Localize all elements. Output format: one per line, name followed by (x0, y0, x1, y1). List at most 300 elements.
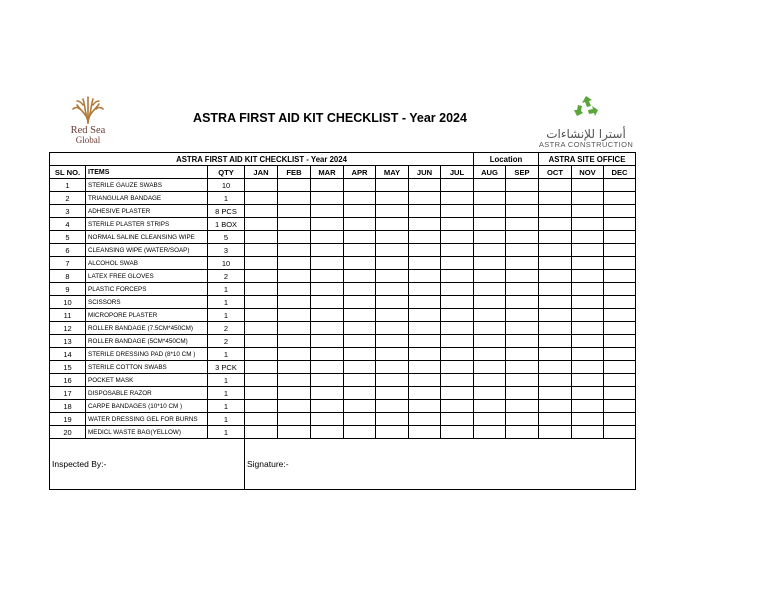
qty-cell: 10 (208, 257, 245, 270)
item-cell: PLASTIC FORCEPS (86, 283, 208, 296)
month-check-cell[interactable] (344, 387, 376, 400)
month-check-cell[interactable] (278, 283, 311, 296)
month-check-cell[interactable] (572, 231, 604, 244)
month-check-cell[interactable] (245, 335, 278, 348)
month-check-cell[interactable] (409, 322, 441, 335)
month-check-cell[interactable] (344, 244, 376, 257)
month-check-cell[interactable] (441, 257, 474, 270)
month-check-cell[interactable] (506, 400, 539, 413)
month-check-cell[interactable] (506, 309, 539, 322)
sl-cell: 20 (50, 426, 86, 439)
month-check-cell[interactable] (311, 205, 344, 218)
month-check-cell[interactable] (474, 400, 506, 413)
month-check-cell[interactable] (278, 400, 311, 413)
month-check-cell[interactable] (376, 374, 409, 387)
item-cell: MEDICL WASTE BAG(YELLOW) (86, 426, 208, 439)
month-check-cell[interactable] (474, 283, 506, 296)
month-check-cell[interactable] (506, 257, 539, 270)
month-check-cell[interactable] (539, 309, 572, 322)
signature-row (50, 439, 636, 490)
month-check-cell[interactable] (245, 192, 278, 205)
month-check-cell[interactable] (474, 296, 506, 309)
month-check-cell[interactable] (245, 179, 278, 192)
month-check-cell[interactable] (539, 205, 572, 218)
month-check-cell[interactable] (245, 374, 278, 387)
month-check-cell[interactable] (409, 218, 441, 231)
month-check-cell[interactable] (278, 309, 311, 322)
qty-cell: 10 (208, 179, 245, 192)
month-check-cell[interactable] (278, 296, 311, 309)
month-check-cell[interactable] (344, 400, 376, 413)
month-check-cell[interactable] (311, 413, 344, 426)
month-check-cell[interactable] (409, 387, 441, 400)
month-check-cell[interactable] (278, 244, 311, 257)
month-check-cell[interactable] (278, 270, 311, 283)
month-check-cell[interactable] (245, 283, 278, 296)
month-check-cell[interactable] (344, 361, 376, 374)
month-check-cell[interactable] (311, 244, 344, 257)
month-check-cell[interactable] (245, 270, 278, 283)
month-check-cell[interactable] (572, 296, 604, 309)
month-check-cell[interactable] (441, 231, 474, 244)
month-check-cell[interactable] (572, 309, 604, 322)
month-check-cell[interactable] (409, 231, 441, 244)
month-check-cell[interactable] (278, 335, 311, 348)
qty-cell: 1 (208, 192, 245, 205)
month-check-cell[interactable] (245, 309, 278, 322)
month-check-cell[interactable] (572, 348, 604, 361)
month-check-cell[interactable] (376, 348, 409, 361)
month-check-cell[interactable] (278, 374, 311, 387)
sl-cell: 16 (50, 374, 86, 387)
item-cell: WATER DRESSING GEL FOR BURNS (86, 413, 208, 426)
document-title: ASTRA FIRST AID KIT CHECKLIST - Year 2024 (193, 111, 467, 125)
month-check-cell[interactable] (506, 361, 539, 374)
qty-cell: 3 (208, 244, 245, 257)
month-check-cell[interactable] (278, 205, 311, 218)
inspected-by-field[interactable]: Inspected By:- (50, 439, 245, 490)
month-check-cell[interactable] (604, 309, 636, 322)
month-check-cell[interactable] (572, 283, 604, 296)
month-check-cell[interactable] (539, 348, 572, 361)
month-check-cell[interactable] (506, 374, 539, 387)
month-check-cell[interactable] (376, 335, 409, 348)
column-header-month: JAN (245, 166, 278, 179)
month-check-cell[interactable] (409, 426, 441, 439)
month-check-cell[interactable] (376, 322, 409, 335)
month-check-cell[interactable] (474, 426, 506, 439)
month-check-cell[interactable] (441, 322, 474, 335)
month-check-cell[interactable] (539, 400, 572, 413)
qty-cell: 1 (208, 348, 245, 361)
month-check-cell[interactable] (539, 244, 572, 257)
month-check-cell[interactable] (376, 400, 409, 413)
month-check-cell[interactable] (441, 283, 474, 296)
month-check-cell[interactable] (376, 413, 409, 426)
month-check-cell[interactable] (604, 348, 636, 361)
month-check-cell[interactable] (474, 205, 506, 218)
month-check-cell[interactable] (441, 192, 474, 205)
month-check-cell[interactable] (278, 218, 311, 231)
month-check-cell[interactable] (474, 348, 506, 361)
month-check-cell[interactable] (376, 244, 409, 257)
month-check-cell[interactable] (376, 231, 409, 244)
month-check-cell[interactable] (474, 309, 506, 322)
month-check-cell[interactable] (506, 270, 539, 283)
month-check-cell[interactable] (604, 257, 636, 270)
month-check-cell[interactable] (572, 426, 604, 439)
table-row (50, 309, 636, 322)
month-check-cell[interactable] (344, 283, 376, 296)
month-check-cell[interactable] (572, 218, 604, 231)
month-check-cell[interactable] (539, 192, 572, 205)
sl-cell: 13 (50, 335, 86, 348)
column-header-month: NOV (572, 166, 604, 179)
month-check-cell[interactable] (245, 426, 278, 439)
table-row (50, 413, 636, 426)
astra-construction-logo (536, 95, 636, 147)
month-check-cell[interactable] (344, 296, 376, 309)
qty-cell: 1 (208, 283, 245, 296)
table-row (50, 270, 636, 283)
month-check-cell[interactable] (344, 257, 376, 270)
month-check-cell[interactable] (604, 205, 636, 218)
month-check-cell[interactable] (474, 257, 506, 270)
qty-cell: 1 (208, 374, 245, 387)
month-check-cell[interactable] (572, 322, 604, 335)
month-check-cell[interactable] (441, 205, 474, 218)
month-check-cell[interactable] (572, 179, 604, 192)
month-check-cell[interactable] (539, 335, 572, 348)
month-check-cell[interactable] (311, 361, 344, 374)
month-check-cell[interactable] (441, 426, 474, 439)
qty-cell: 1 (208, 296, 245, 309)
month-check-cell[interactable] (409, 296, 441, 309)
qty-cell: 3 PCK (208, 361, 245, 374)
month-check-cell[interactable] (572, 257, 604, 270)
month-check-cell[interactable] (441, 309, 474, 322)
month-check-cell[interactable] (278, 348, 311, 361)
month-check-cell[interactable] (539, 296, 572, 309)
month-check-cell[interactable] (376, 179, 409, 192)
qty-cell: 1 (208, 400, 245, 413)
month-check-cell[interactable] (344, 205, 376, 218)
month-check-cell[interactable] (409, 283, 441, 296)
month-check-cell[interactable] (376, 205, 409, 218)
sl-cell: 7 (50, 257, 86, 270)
month-check-cell[interactable] (441, 387, 474, 400)
table-row (50, 387, 636, 400)
item-cell: CLEANSING WIPE (WATER/SOAP) (86, 244, 208, 257)
month-check-cell[interactable] (344, 179, 376, 192)
sl-cell: 11 (50, 309, 86, 322)
month-check-cell[interactable] (604, 400, 636, 413)
month-check-cell[interactable] (409, 348, 441, 361)
month-check-cell[interactable] (409, 361, 441, 374)
month-check-cell[interactable] (376, 387, 409, 400)
month-check-cell[interactable] (474, 322, 506, 335)
logo-english-name: ASTRA CONSTRUCTION (538, 140, 634, 149)
month-check-cell[interactable] (245, 244, 278, 257)
month-check-cell[interactable] (539, 387, 572, 400)
month-check-cell[interactable] (245, 348, 278, 361)
month-check-cell[interactable] (441, 179, 474, 192)
month-check-cell[interactable] (344, 218, 376, 231)
month-check-cell[interactable] (539, 413, 572, 426)
month-check-cell[interactable] (278, 387, 311, 400)
month-check-cell[interactable] (539, 231, 572, 244)
month-check-cell[interactable] (539, 218, 572, 231)
location-value: ASTRA SITE OFFICE (539, 153, 636, 166)
month-check-cell[interactable] (474, 179, 506, 192)
month-check-cell[interactable] (474, 218, 506, 231)
month-check-cell[interactable] (409, 400, 441, 413)
month-check-cell[interactable] (311, 322, 344, 335)
qty-cell: 1 BOX (208, 218, 245, 231)
month-check-cell[interactable] (604, 426, 636, 439)
month-check-cell[interactable] (506, 335, 539, 348)
sl-cell: 18 (50, 400, 86, 413)
month-check-cell[interactable] (245, 387, 278, 400)
sl-cell: 6 (50, 244, 86, 257)
month-check-cell[interactable] (376, 296, 409, 309)
month-check-cell[interactable] (409, 257, 441, 270)
month-check-cell[interactable] (604, 413, 636, 426)
month-check-cell[interactable] (539, 270, 572, 283)
month-check-cell[interactable] (539, 374, 572, 387)
month-check-cell[interactable] (344, 270, 376, 283)
table-row (50, 257, 636, 270)
month-check-cell[interactable] (278, 361, 311, 374)
month-check-cell[interactable] (245, 413, 278, 426)
month-check-cell[interactable] (474, 387, 506, 400)
table-row (50, 426, 636, 439)
month-check-cell[interactable] (572, 374, 604, 387)
month-check-cell[interactable] (245, 361, 278, 374)
month-check-cell[interactable] (344, 231, 376, 244)
month-check-cell[interactable] (604, 335, 636, 348)
month-check-cell[interactable] (245, 322, 278, 335)
item-cell: CARPE BANDAGES (10*10 CM ) (86, 400, 208, 413)
month-check-cell[interactable] (344, 413, 376, 426)
sl-cell: 17 (50, 387, 86, 400)
month-check-cell[interactable] (409, 335, 441, 348)
month-check-cell[interactable] (344, 192, 376, 205)
month-check-cell[interactable] (539, 179, 572, 192)
month-check-cell[interactable] (441, 413, 474, 426)
month-check-cell[interactable] (604, 283, 636, 296)
month-check-cell[interactable] (572, 361, 604, 374)
month-check-cell[interactable] (311, 335, 344, 348)
sl-cell: 12 (50, 322, 86, 335)
month-check-cell[interactable] (311, 218, 344, 231)
month-check-cell[interactable] (311, 283, 344, 296)
month-check-cell[interactable] (441, 218, 474, 231)
table-row (50, 192, 636, 205)
signature-field[interactable]: Signature:- (245, 439, 636, 490)
table-row (50, 296, 636, 309)
month-check-cell[interactable] (506, 296, 539, 309)
month-check-cell[interactable] (572, 400, 604, 413)
month-check-cell[interactable] (506, 348, 539, 361)
qty-cell: 2 (208, 270, 245, 283)
month-check-cell[interactable] (572, 244, 604, 257)
month-check-cell[interactable] (278, 179, 311, 192)
month-check-cell[interactable] (572, 387, 604, 400)
month-check-cell[interactable] (474, 335, 506, 348)
month-check-cell[interactable] (506, 192, 539, 205)
month-check-cell[interactable] (506, 413, 539, 426)
logo-arabic-name: أسترا للإنشاءات (546, 127, 626, 141)
month-check-cell[interactable] (376, 361, 409, 374)
month-check-cell[interactable] (441, 296, 474, 309)
month-check-cell[interactable] (278, 413, 311, 426)
month-check-cell[interactable] (409, 244, 441, 257)
month-check-cell[interactable] (245, 257, 278, 270)
month-check-cell[interactable] (604, 244, 636, 257)
month-check-cell[interactable] (572, 205, 604, 218)
month-check-cell[interactable] (344, 322, 376, 335)
month-check-cell[interactable] (441, 374, 474, 387)
month-check-cell[interactable] (278, 231, 311, 244)
month-check-cell[interactable] (441, 400, 474, 413)
month-check-cell[interactable] (604, 192, 636, 205)
month-check-cell[interactable] (311, 270, 344, 283)
month-check-cell[interactable] (604, 374, 636, 387)
month-check-cell[interactable] (539, 257, 572, 270)
month-check-cell[interactable] (245, 205, 278, 218)
month-check-cell[interactable] (409, 270, 441, 283)
month-check-cell[interactable] (376, 257, 409, 270)
month-check-cell[interactable] (311, 192, 344, 205)
month-check-cell[interactable] (409, 179, 441, 192)
month-check-cell[interactable] (311, 374, 344, 387)
month-check-cell[interactable] (441, 361, 474, 374)
month-check-cell[interactable] (604, 322, 636, 335)
month-check-cell[interactable] (245, 218, 278, 231)
month-check-cell[interactable] (441, 270, 474, 283)
month-check-cell[interactable] (278, 426, 311, 439)
month-check-cell[interactable] (474, 413, 506, 426)
month-check-cell[interactable] (278, 257, 311, 270)
month-check-cell[interactable] (376, 283, 409, 296)
month-check-cell[interactable] (506, 426, 539, 439)
month-check-cell[interactable] (506, 179, 539, 192)
month-check-cell[interactable] (474, 270, 506, 283)
month-check-cell[interactable] (474, 244, 506, 257)
month-check-cell[interactable] (474, 192, 506, 205)
month-check-cell[interactable] (409, 205, 441, 218)
month-check-cell[interactable] (572, 413, 604, 426)
month-check-cell[interactable] (474, 231, 506, 244)
month-check-cell[interactable] (311, 387, 344, 400)
month-check-cell[interactable] (604, 387, 636, 400)
month-check-cell[interactable] (506, 283, 539, 296)
month-check-cell[interactable] (572, 335, 604, 348)
month-check-cell[interactable] (311, 400, 344, 413)
item-cell: ALCOHOL SWAB (86, 257, 208, 270)
month-check-cell[interactable] (245, 400, 278, 413)
qty-cell: 1 (208, 309, 245, 322)
table-row (50, 283, 636, 296)
month-check-cell[interactable] (409, 413, 441, 426)
month-check-cell[interactable] (441, 244, 474, 257)
month-check-cell[interactable] (344, 335, 376, 348)
month-check-cell[interactable] (376, 270, 409, 283)
table-row (50, 322, 636, 335)
month-check-cell[interactable] (376, 192, 409, 205)
month-check-cell[interactable] (311, 309, 344, 322)
month-check-cell[interactable] (604, 270, 636, 283)
sl-cell: 15 (50, 361, 86, 374)
month-check-cell[interactable] (604, 296, 636, 309)
item-cell: SCISSORS (86, 296, 208, 309)
month-check-cell[interactable] (311, 179, 344, 192)
month-check-cell[interactable] (376, 309, 409, 322)
month-check-cell[interactable] (376, 426, 409, 439)
month-check-cell[interactable] (441, 348, 474, 361)
month-check-cell[interactable] (278, 192, 311, 205)
month-check-cell[interactable] (604, 231, 636, 244)
month-check-cell[interactable] (441, 335, 474, 348)
column-header-month: JUN (409, 166, 441, 179)
month-check-cell[interactable] (604, 361, 636, 374)
month-check-cell[interactable] (245, 296, 278, 309)
month-check-cell[interactable] (278, 322, 311, 335)
month-check-cell[interactable] (311, 296, 344, 309)
month-check-cell[interactable] (344, 374, 376, 387)
month-check-cell[interactable] (474, 361, 506, 374)
column-header-month: FEB (278, 166, 311, 179)
month-check-cell[interactable] (311, 348, 344, 361)
month-check-cell[interactable] (506, 244, 539, 257)
table-row (50, 179, 636, 192)
month-check-cell[interactable] (572, 192, 604, 205)
month-check-cell[interactable] (409, 374, 441, 387)
header-row (50, 166, 636, 179)
red-sea-global-logo (60, 95, 116, 149)
item-cell: TRIANGULAR BANDAGE (86, 192, 208, 205)
month-check-cell[interactable] (506, 322, 539, 335)
item-cell: STERILE GAUZE SWABS (86, 179, 208, 192)
month-check-cell[interactable] (506, 218, 539, 231)
month-check-cell[interactable] (539, 361, 572, 374)
month-check-cell[interactable] (344, 426, 376, 439)
month-check-cell[interactable] (376, 218, 409, 231)
month-check-cell[interactable] (506, 205, 539, 218)
month-check-cell[interactable] (539, 283, 572, 296)
column-header-month: MAY (376, 166, 409, 179)
month-check-cell[interactable] (539, 426, 572, 439)
item-cell: POCKET MASK (86, 374, 208, 387)
month-check-cell[interactable] (344, 348, 376, 361)
month-check-cell[interactable] (409, 192, 441, 205)
month-check-cell[interactable] (344, 309, 376, 322)
month-check-cell[interactable] (311, 257, 344, 270)
month-check-cell[interactable] (474, 374, 506, 387)
month-check-cell[interactable] (604, 218, 636, 231)
month-check-cell[interactable] (572, 270, 604, 283)
month-check-cell[interactable] (311, 426, 344, 439)
month-check-cell[interactable] (311, 231, 344, 244)
logo-name: Red Sea (70, 125, 106, 136)
month-check-cell[interactable] (245, 231, 278, 244)
month-check-cell[interactable] (409, 309, 441, 322)
month-check-cell[interactable] (506, 231, 539, 244)
month-check-cell[interactable] (506, 387, 539, 400)
month-check-cell[interactable] (539, 322, 572, 335)
month-check-cell[interactable] (604, 179, 636, 192)
